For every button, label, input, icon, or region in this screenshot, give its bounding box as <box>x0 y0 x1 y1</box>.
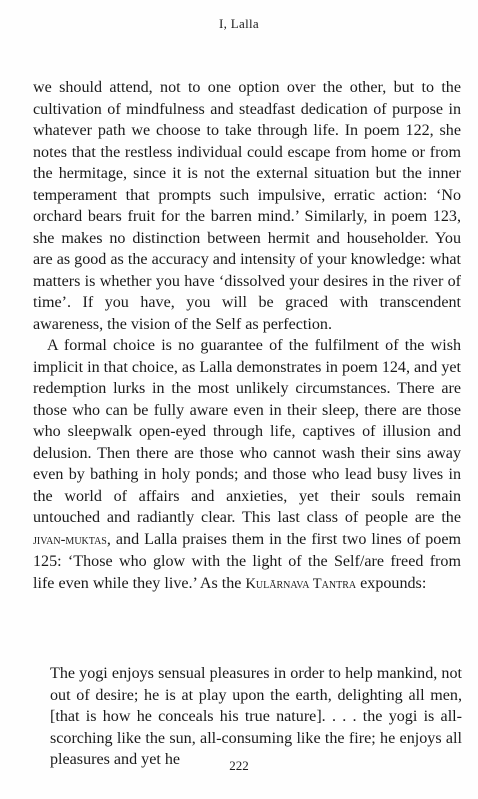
paragraph-2-text-b: , and Lalla praises them in the first two lines of poem 125: ‘Those who glow with the light of the Self/are freed from life even while they live.’ As the <box>33 530 461 592</box>
title-kularnava-tantra: Kulārnava Tantra <box>245 575 357 592</box>
running-head: I, Lalla <box>219 16 259 31</box>
paragraph-1: we should attend, not to one option over the other, but to the cultivation of mindfulness and steadfast dedication of purpose in whatever path we choose to take through life. In poem 122, she notes that the restless individual could escape from home or from the hermitage, since it is not the external situation but the inner temperament that prompts such impulsive, erratic action: ‘No orchard bears fruit for the barren mind.’ Similarly, in poem 123, she makes no distinction between hermit and householder. You are as good as the accuracy and intensity of your knowledge: what matters is whether you have ‘dissolved your desires in the river of time’. If you have, you will be graced with transcendent awareness, the vision of the Self as perfection. <box>33 79 461 333</box>
page-number: 222 <box>229 758 249 773</box>
paragraph-2 <box>33 335 461 595</box>
paragraph-2-text-a: A formal choice is no guarantee of the fulfilment of the wish implicit in that choice, as Lalla demonstrates in poem 124, and yet redemption lurks in the most unlikely circumstances. There are those who can be fully aware even in their sleep, there are those who sleepwalk open-eyed through life, captives of illusion and delusion. Then there are those who cannot wash their sins away even by bathing in holy ponds; and those who lead busy lives in the world of affairs and anxieties, yet their souls remain untouched and radiantly clear. This last class of people are the <box>33 337 461 526</box>
paragraph-2-text-c: expounds: <box>356 574 427 592</box>
term-jivan-muktas: jivan-muktas <box>33 531 107 548</box>
body-text <box>33 77 461 595</box>
block-quote: The yogi enjoys sensual pleasures in order to help mankind, not out of desire; he is at play upon the earth, delighting all men, [that is how he conceals his true nature]. . . . the yogi is all-scorching like the sun, all-consuming like the fire; he enjoys all pleasures and yet he <box>50 665 462 768</box>
